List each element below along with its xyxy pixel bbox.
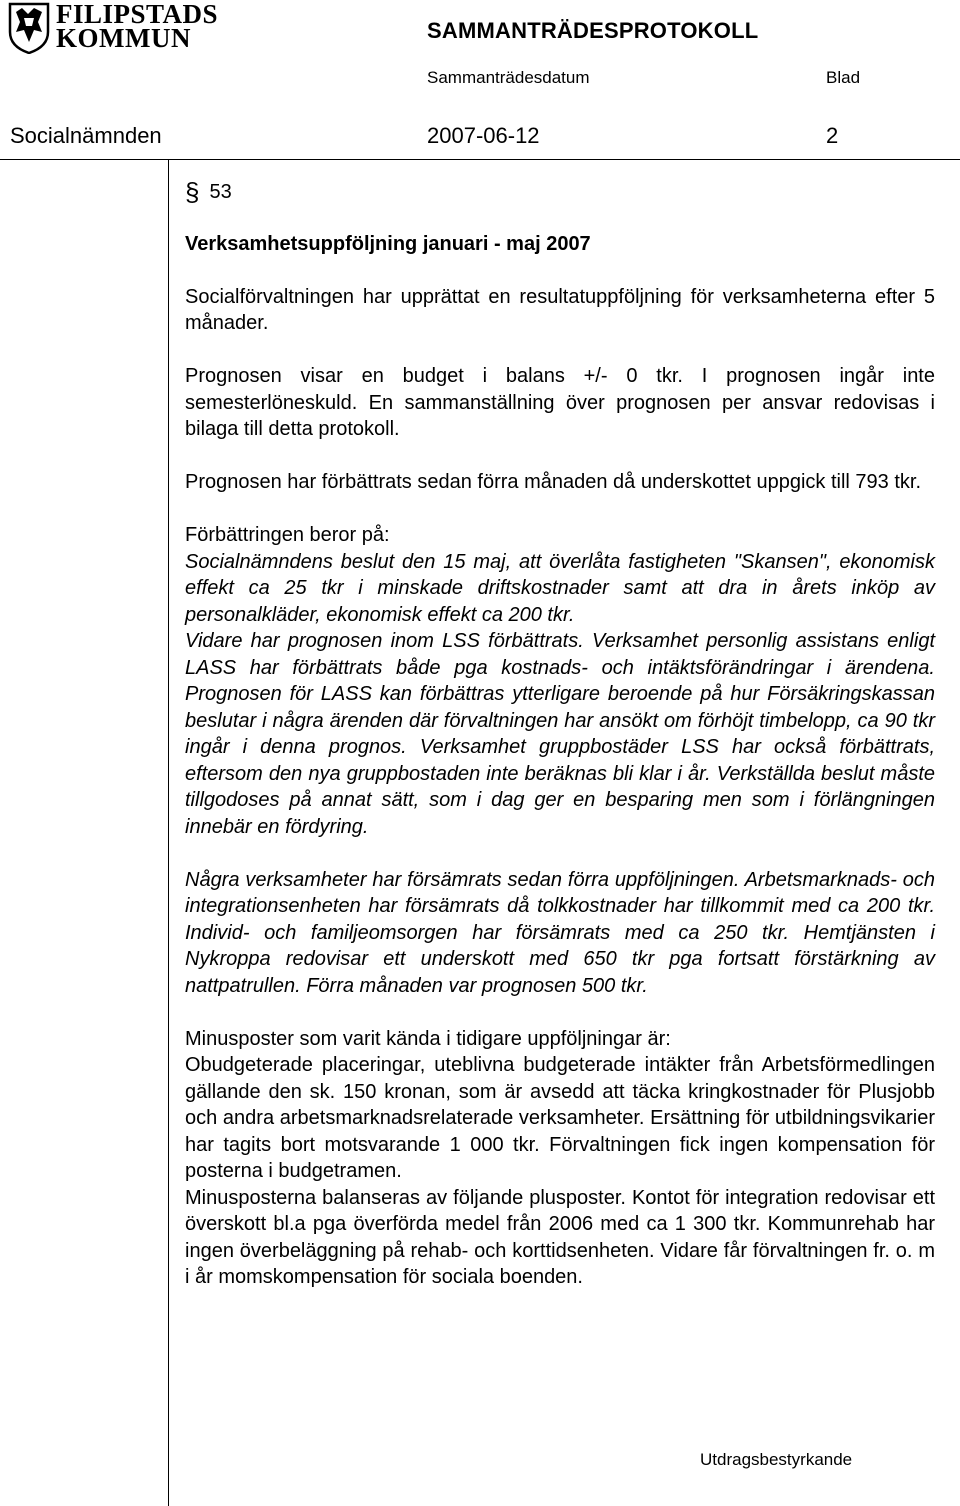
- minus-items-body: Obudgeterade placeringar, uteblivna budgeterade intäkter från Arbetsförmedlingen gällande den sk. 150 kronan, som är avsedd att täcka kringkostnader för Plusjobb och andra arbetsmarknadsrelaterade verksamheter. Ersättning för utbildningsvikarier har tagits bort motsvarande 1 000 tkr. Förvaltningen fick ingen kompensation för posterna i budgetramen.: [185, 1054, 935, 1182]
- section-number: 53: [209, 180, 232, 203]
- paragraph-intro: Socialförvaltningen har upprättat en resultatuppföljning för verksamheterna efter 5 månader.: [185, 285, 935, 334]
- municipality-logo: [8, 2, 218, 54]
- meeting-date-label: Sammanträdesdatum: [427, 68, 590, 87]
- page-number: 2: [826, 123, 839, 148]
- minus-items-intro: Minusposter som varit kända i tidigare uppföljningar är:: [185, 1027, 671, 1050]
- document-body: [185, 176, 935, 1291]
- logo-line-1: FILIPSTADS: [56, 0, 219, 29]
- committee-name: Socialnämnden: [10, 123, 162, 148]
- improvement-reasons-lss: Vidare har prognosen inom LSS förbättrats. Verksamhet personlig assistans enligt LASS har förbättrats både pga kostnads- och intäktsförändringar i ärendena. Prognosen för LASS kan förbättras ytterligare beroende på hur Försäkringskassan beslutar i några ärenden där förvaltningen har ansökt om förhöjt timbelopp, ca 90 tkr ingår i denna prognos. Verksamhet gruppbostäder LSS har också förbättrats, eftersom den nya gruppbostaden inte beräknas bli klar i år. Verkställda beslut måste tillgodoses på annat sätt, som i dag ger en besparing men som i förlängningen innebär en fördyring.: [185, 630, 935, 838]
- meeting-date: 2007-06-12: [427, 123, 540, 148]
- logo-wordmark: [56, 0, 219, 53]
- improvement-reasons-decision: Socialnämndens beslut den 15 maj, att överlåta fastigheten "Skansen", ekonomisk effekt ca 25 tkr i minskade driftskostnader samt att dra in årets inköp av personalkläder, ekonomisk effekt ca 200 tkr.: [185, 550, 935, 626]
- section-heading: Verksamhetsuppföljning januari - maj 2007: [185, 233, 591, 255]
- header-divider: [0, 159, 960, 160]
- paragraph-improvement: Prognosen har förbättrats sedan förra månaden då underskottet uppgick till 793 tkr.: [185, 471, 921, 493]
- logo-line-2: KOMMUN: [56, 23, 191, 53]
- paragraph-forecast: Prognosen visar en budget i balans +/- 0 tkr. I prognosen ingår inte semesterlöneskuld. En sammanställning över prognosen per ansvar redovisas i bilaga till detta protokoll.: [185, 365, 935, 440]
- plus-items-body: Minusposterna balanseras av följande plusposter. Kontot för integration redovisar ett överskott bl.a pga överförda medel från 2006 med ca 1 300 tkr. Kommunrehab har ingen överbeläggning på rehab- och korttidsenheten. Vidare får förvaltningen fr. o. m i år momskompensation för sociala boenden.: [185, 1186, 935, 1288]
- certification-label: Utdragsbestyrkande: [700, 1450, 853, 1469]
- section-marker: [185, 176, 935, 208]
- coat-of-arms-icon: [8, 2, 50, 54]
- section-symbol: §: [185, 176, 200, 207]
- page-label: Blad: [826, 68, 861, 87]
- document-title: SAMMANTRÄDESPROTOKOLL: [427, 18, 759, 43]
- margin-divider: [168, 159, 169, 1506]
- paragraph-deteriorations: Några verksamheter har försämrats sedan förra uppföljningen. Arbetsmarknads- och integrationsenheten har försämrats då tolkkostnader har tillkommit med ca 200 tkr. Individ- och familjeomsorgen har försämrats med ca 250 tkr. Hemtjänsten i Nykroppa redovisar ett underskott med 650 tkr pga fortsatt förstärkning av nattpatrullen. Förra månaden var prognosen 500 tkr.: [185, 868, 935, 997]
- improvement-reasons-intro: Förbättringen beror på:: [185, 524, 390, 546]
